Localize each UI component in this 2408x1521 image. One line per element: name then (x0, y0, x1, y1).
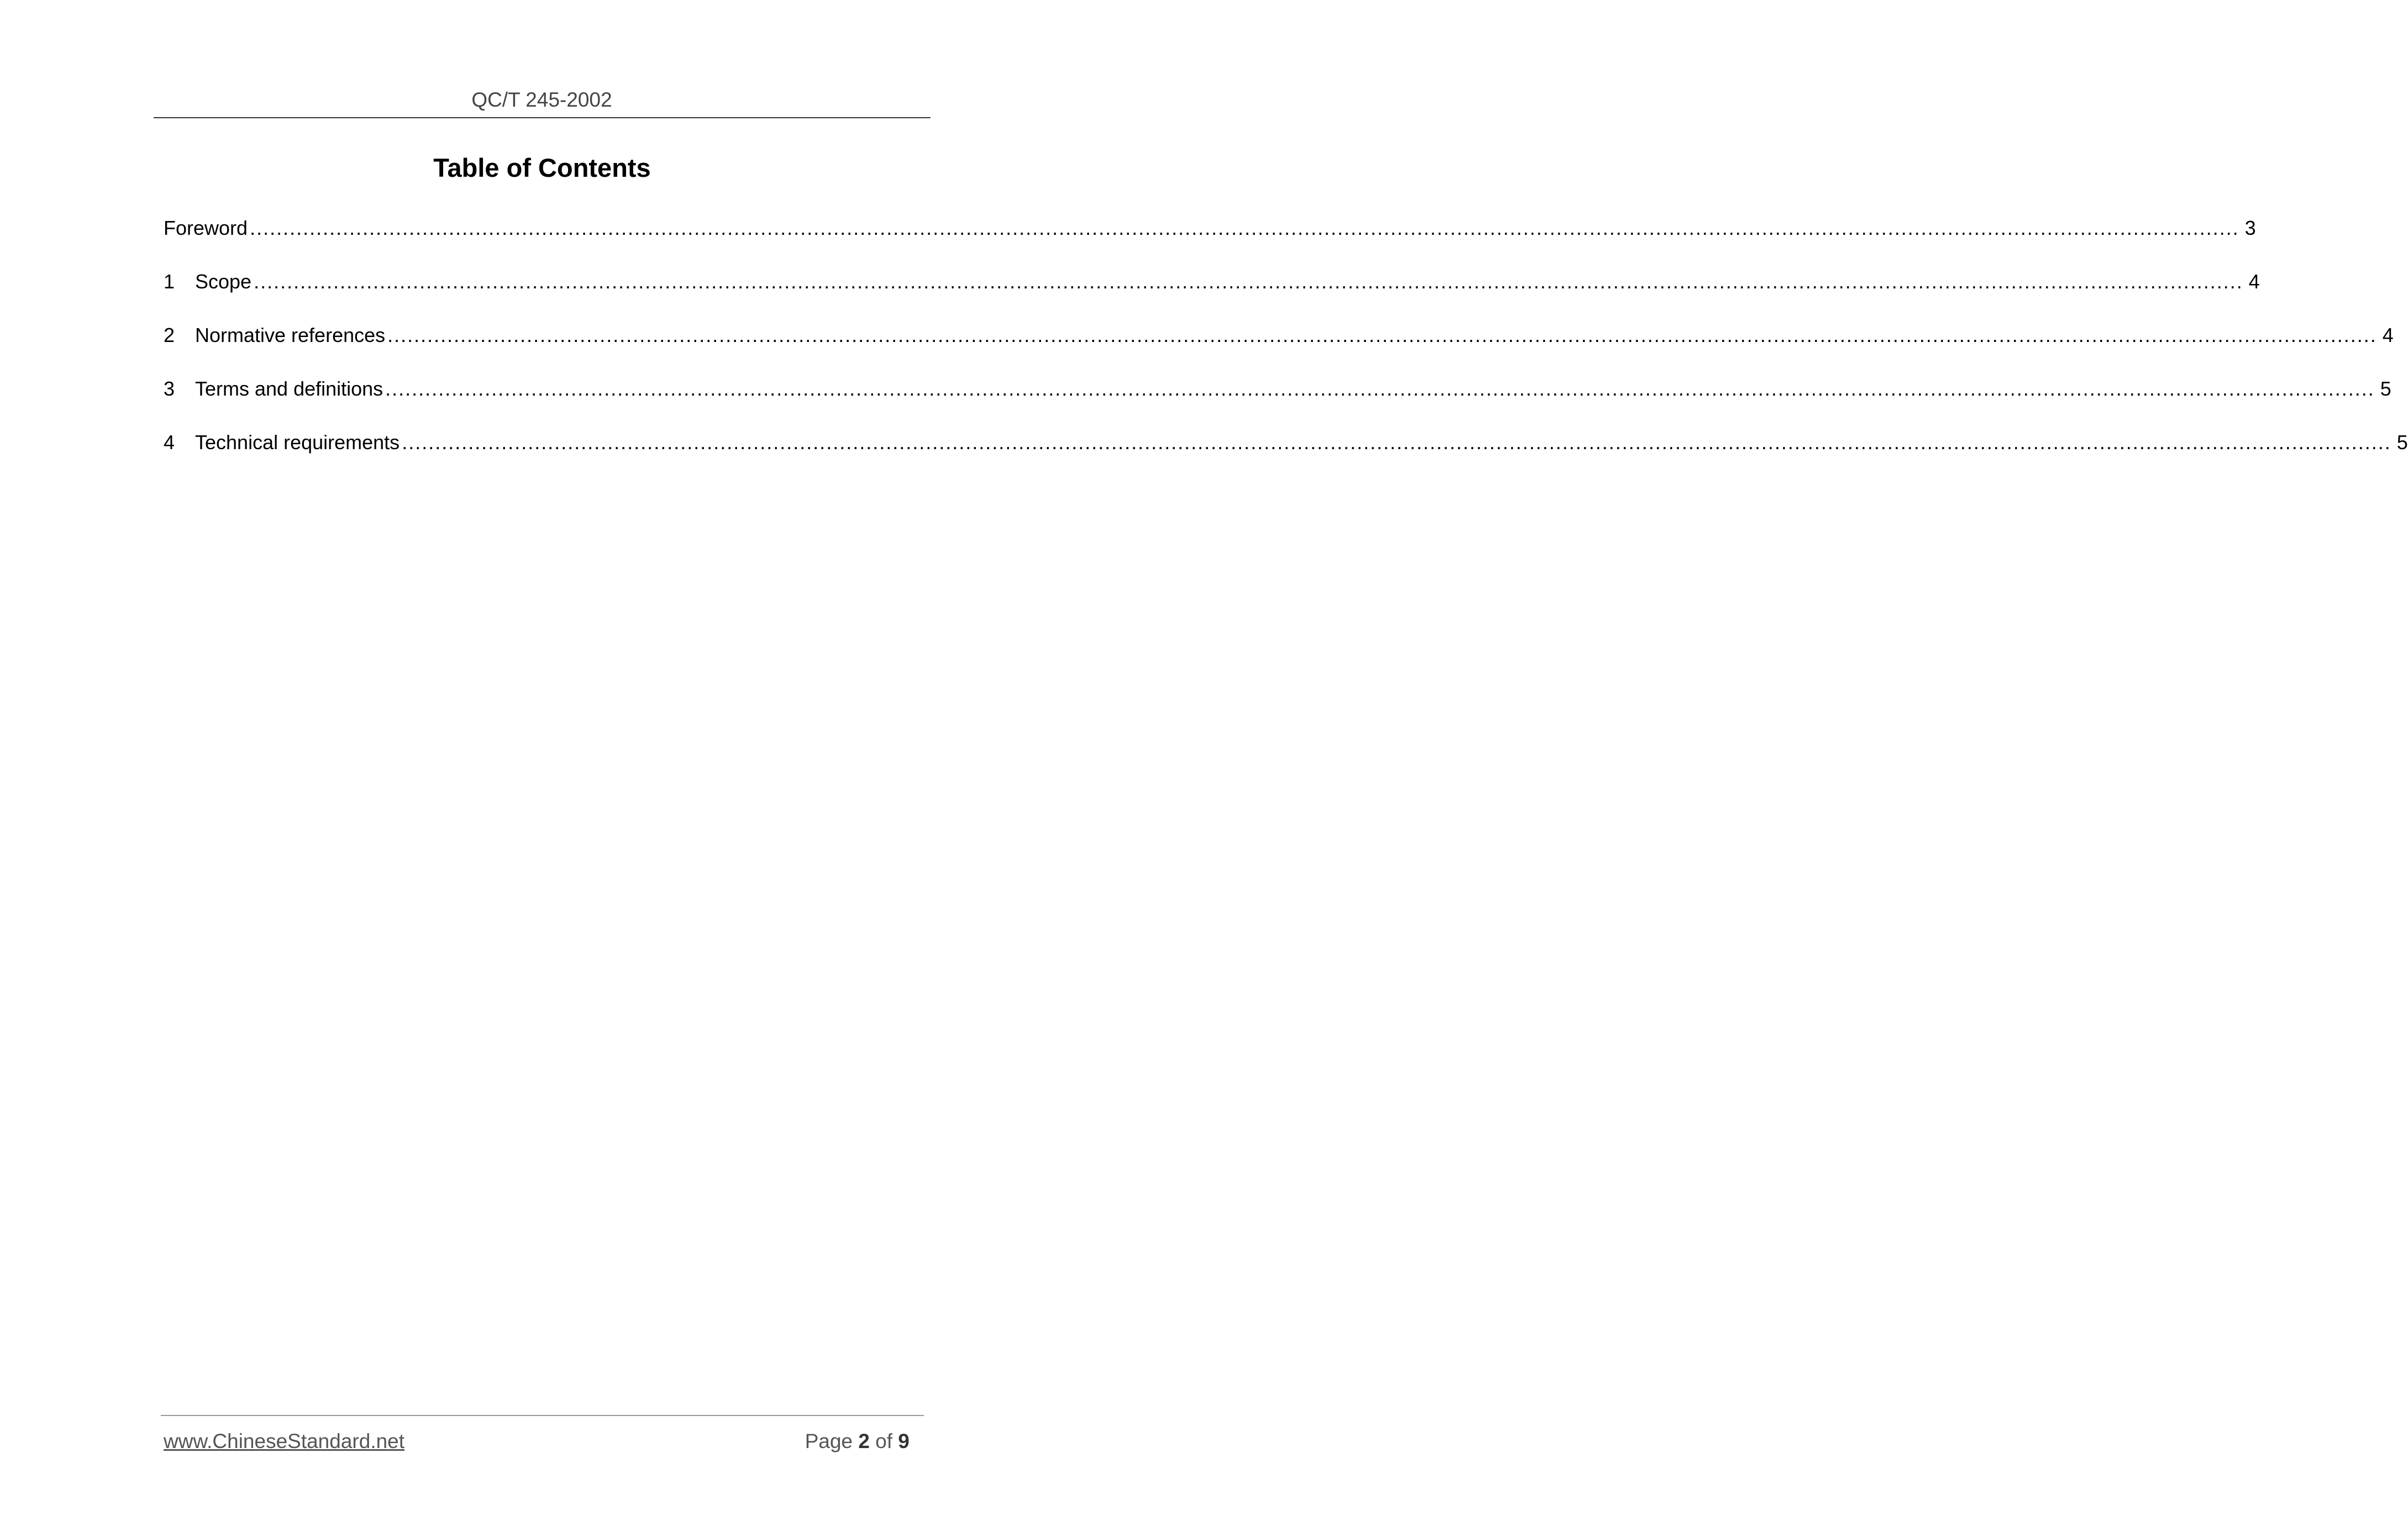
toc-entry-number: 4 (164, 431, 175, 454)
running-header: QC/T 245-2002 (471, 88, 612, 111)
toc-entry-label: Normative references (195, 324, 386, 346)
toc-entry-page: 4 (2248, 270, 2260, 293)
page-indicator (805, 1430, 909, 1453)
toc-entry-page: 5 (2380, 377, 2391, 400)
page-current: 2 (858, 1430, 870, 1452)
toc-leader-dots: ............................................................................................................................................................................................................................................................................................................ (250, 217, 2239, 239)
toc-title: Table of Contents (433, 153, 651, 182)
footer-divider (161, 1415, 924, 1416)
toc-entry-foreword[interactable] (164, 215, 2256, 269)
toc-entry-normative-references[interactable] (164, 323, 2394, 376)
toc-entry-number: 1 (164, 270, 175, 293)
header-divider (154, 117, 930, 118)
page-prefix: Page (805, 1430, 853, 1452)
toc-entry-terms-and-definitions[interactable] (164, 376, 2391, 430)
toc-leader-dots: ............................................................................................................................................................................................................................................................................................................ (402, 431, 2391, 454)
toc-leader-dots: ............................................................................................................................................................................................................................................................................................................ (387, 324, 2377, 346)
toc-leader-dots: ............................................................................................................................................................................................................................................................................................................ (385, 377, 2375, 400)
toc-entry-number: 3 (164, 377, 175, 400)
toc-entry-label: Scope (195, 270, 252, 293)
page-of: of (875, 1430, 893, 1452)
toc-entry-page: 4 (2382, 324, 2394, 346)
website-link[interactable]: www.ChineseStandard.net (164, 1430, 405, 1452)
table-of-contents (164, 215, 2408, 483)
toc-entry-label: Technical requirements (195, 431, 400, 454)
toc-entry-scope[interactable] (164, 269, 2260, 323)
toc-entry-number: 2 (164, 324, 175, 346)
toc-entry-label: Terms and definitions (195, 377, 383, 400)
page-total: 9 (898, 1430, 909, 1452)
page-footer (164, 1430, 909, 1453)
toc-entry-page: 3 (2244, 217, 2256, 239)
toc-entry-label: Foreword (164, 217, 248, 239)
toc-leader-dots: ............................................................................................................................................................................................................................................................................................................ (254, 270, 2243, 293)
toc-entry-page: 5 (2396, 431, 2408, 454)
toc-entry-technical-requirements[interactable] (164, 430, 2408, 483)
